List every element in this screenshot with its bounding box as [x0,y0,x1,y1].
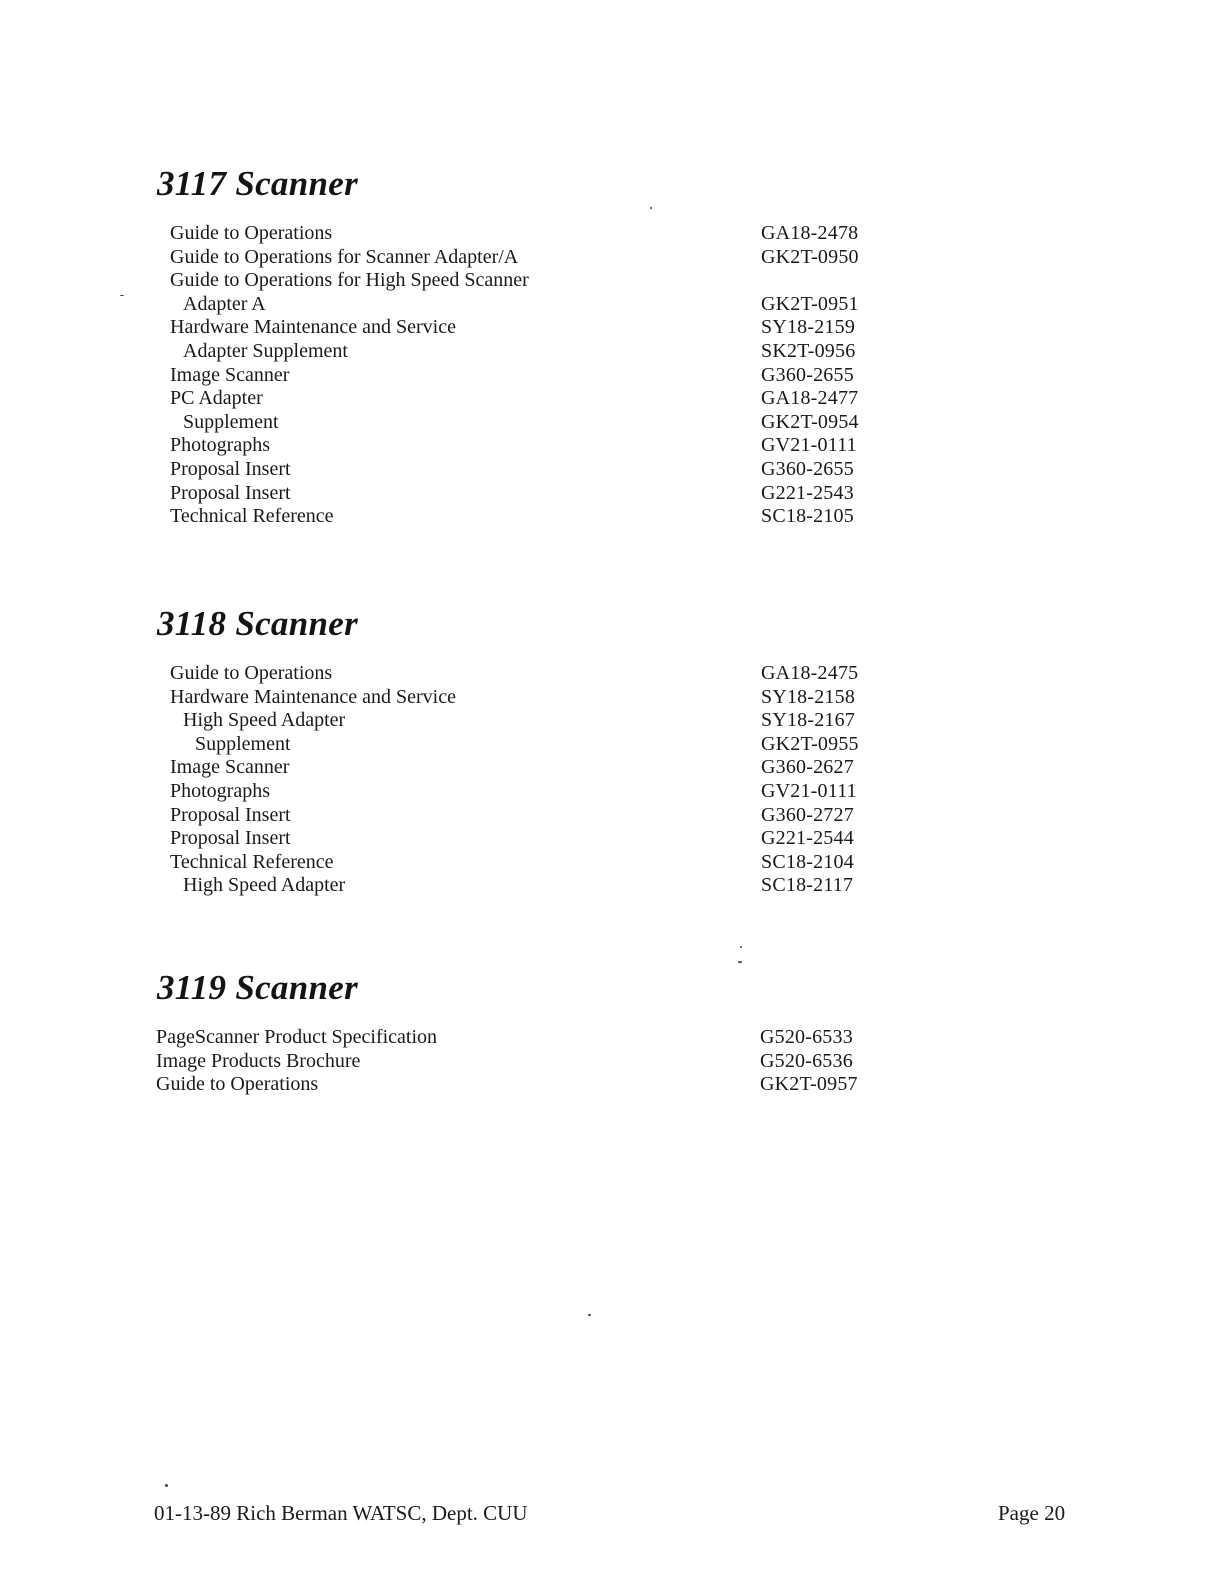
list-item [0,756,1224,780]
list-item [0,1073,1224,1097]
order-number: GV21-0111 [761,779,857,802]
scan-speck [120,295,124,296]
order-number: SY18-2159 [761,316,856,339]
order-number: SC18-2117 [761,874,854,897]
order-number: G360-2655 [761,363,854,386]
order-number: SC18-2104 [761,850,854,873]
order-number: SK2T-0956 [761,339,856,362]
order-number: GA18-2475 [761,662,859,684]
publication-title: Technical Reference [170,850,334,873]
publication-title: Adapter A [183,292,266,315]
list-item [0,434,1224,458]
order-number: GA18-2478 [761,222,859,244]
list-item [0,222,1224,246]
list-item [0,709,1224,733]
order-number: GV21-0111 [761,434,857,457]
list-item [0,1050,1224,1074]
list-item [0,293,1224,317]
publication-title: Technical Reference [170,505,334,528]
scan-speck [650,207,652,209]
publication-title: Hardware Maintenance and Service [170,685,456,708]
list-item [0,482,1224,506]
scan-speck [588,1314,591,1316]
list-item [0,387,1224,411]
order-number: G520-6533 [760,1026,853,1048]
publication-title: Guide to Operations for High Speed Scanner [170,269,529,292]
publication-title: Hardware Maintenance and Service [170,316,456,339]
publication-title: High Speed Adapter [183,874,346,897]
list-item [0,316,1224,340]
order-number: G360-2627 [761,756,854,779]
section-heading: 3119 Scanner [157,968,359,1007]
publication-title: Proposal Insert [170,481,291,504]
order-number: G360-2727 [761,803,854,826]
scan-speck [738,961,742,963]
list-item [0,458,1224,482]
list-item [0,1026,1224,1050]
list-item [0,269,1224,293]
order-number: GK2T-0951 [761,292,859,315]
list-item [0,411,1224,435]
publication-title: Image Scanner [170,756,290,779]
publication-title: Guide to Operations [156,1073,319,1096]
publication-title: Proposal Insert [170,457,291,480]
publication-title: PC Adapter [170,387,263,410]
section-heading: 3118 Scanner [157,604,359,643]
order-number: SY18-2167 [761,709,856,732]
scan-speck [165,1484,168,1487]
order-number: GK2T-0954 [761,410,859,433]
list-item [0,827,1224,851]
page-number: Page 20 [998,1501,1066,1525]
order-number: SY18-2158 [761,685,856,708]
list-item [0,505,1224,529]
order-number: G360-2655 [761,457,854,480]
order-number: G221-2543 [761,481,854,504]
publication-title: Adapter Supplement [183,339,348,362]
publication-list [0,222,1224,529]
list-item [0,686,1224,710]
publication-title: Supplement [195,732,291,755]
publication-title: Guide to Operations [170,222,333,244]
list-item [0,804,1224,828]
publication-title: Supplement [183,410,279,433]
list-item [0,340,1224,364]
publication-title: High Speed Adapter [183,709,346,732]
list-item [0,874,1224,898]
publication-title: Guide to Operations for Scanner Adapter/A [170,245,519,268]
publication-title: Photographs [170,779,270,802]
list-item [0,780,1224,804]
order-number: GA18-2477 [761,387,859,410]
publication-title: Image Scanner [170,363,290,386]
list-item [0,246,1224,270]
section-heading: 3117 Scanner [157,164,359,203]
list-item [0,733,1224,757]
publication-title: PageScanner Product Specification [156,1026,438,1048]
publication-list [0,662,1224,898]
list-item [0,851,1224,875]
scan-speck [740,946,742,948]
publication-title: Proposal Insert [170,827,291,850]
list-item [0,364,1224,388]
footer-author-line: 01-13-89 Rich Berman WATSC, Dept. CUU [154,1501,528,1525]
order-number: G221-2544 [761,827,854,850]
order-number: SC18-2105 [761,505,854,528]
publication-title: Photographs [170,434,270,457]
order-number: G520-6536 [760,1049,853,1072]
publication-title: Guide to Operations [170,662,333,684]
order-number: GK2T-0955 [761,732,859,755]
list-item [0,662,1224,686]
order-number: GK2T-0957 [760,1073,858,1096]
publication-title: Proposal Insert [170,803,291,826]
order-number: GK2T-0950 [761,245,859,268]
publication-title: Image Products Brochure [156,1049,361,1072]
publication-list [0,1026,1224,1097]
